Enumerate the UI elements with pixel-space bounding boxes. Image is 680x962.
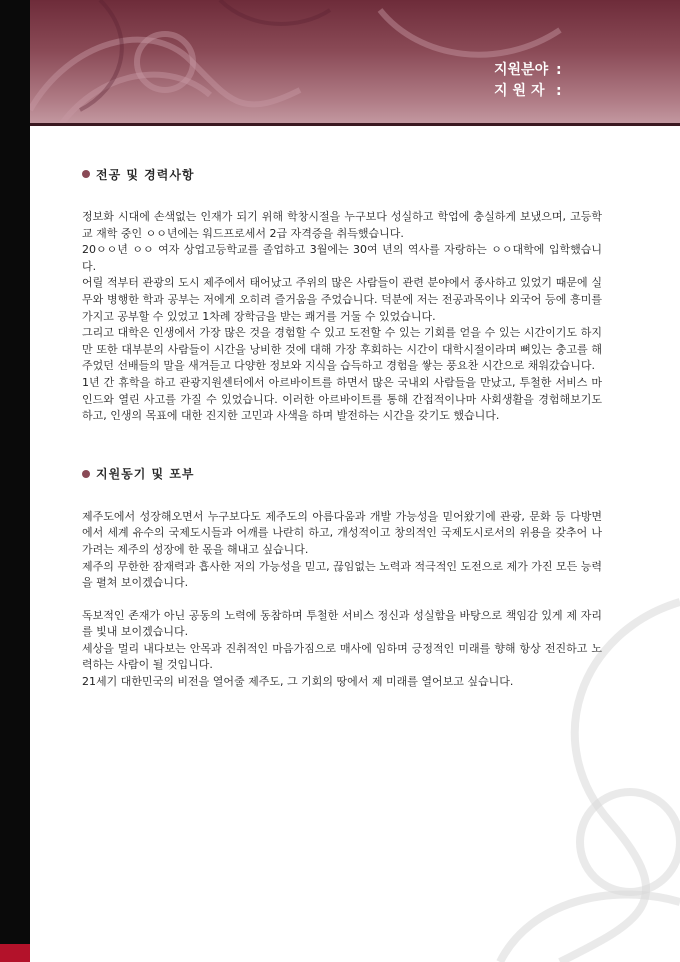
field-position <box>494 60 562 81</box>
paragraph: 제주의 무한한 잠재력과 흡사한 저의 가능성을 믿고, 끊임없는 노력과 적극적인 도전으로 제가 가진 모든 능력을 펼쳐 보이겠습니다. <box>82 559 602 590</box>
header-divider <box>0 123 680 126</box>
left-sidebar <box>0 0 30 962</box>
paragraph: 제주도에서 성장해오면서 누구보다도 제주도의 아름다움과 개발 가능성을 믿어왔기에 관광, 문화 등 다방면에서 세계 유수의 국제도시들과 어깨를 나란히 하고, 개성적이고 창의적인 국제도시로서의 위용을 갖추어 나가려는 제주의 성장에 한 몫을 해내고 싶습니다. <box>82 509 602 556</box>
field-position-label: 지원분야 <box>494 62 549 78</box>
paragraph: 그리고 대학은 인생에서 가장 많은 것을 경험할 수 있고 도전할 수 있는 기회를 얻을 수 있는 시간이기도 하지만 또한 대부분의 사람들이 시간을 낭비한 것에 대해 가장 후회하는 시간이 대학시절이라며 뼈있는 충고를 해주었던 선배들의 말을 새겨듣고 다양한 정보와 지식을 습득하고 경험을 쌓는 풍요찬 시간으로 채워갔습니다. <box>82 326 602 373</box>
section-title <box>82 165 602 183</box>
field-colon: : <box>556 62 562 78</box>
section-motivation <box>82 465 602 691</box>
section-body <box>82 209 602 425</box>
applicant-fields <box>494 60 562 102</box>
header-banner <box>0 0 680 126</box>
paragraph: 21세기 대한민국의 비전을 열어줄 제주도, 그 기회의 땅에서 제 미래를 열어보고 싶습니다. <box>82 675 514 689</box>
paragraph: 정보화 시대에 손색없는 인재가 되기 위해 학창시절을 누구보다 성실하고 학업에 충실하게 보냈으며, 고등학교 재학 중인 ㅇㅇ년에는 워드프로세서 2급 자격증을 취득했습니다. <box>82 210 602 240</box>
section-title-text: 전공 및 경력사항 <box>96 167 195 182</box>
section-title <box>82 465 602 483</box>
content-area <box>82 165 602 691</box>
field-applicant <box>494 81 562 102</box>
field-colon: : <box>556 83 562 99</box>
paragraph: 세상을 멀리 내다보는 안목과 진취적인 마음가짐으로 매사에 임하며 긍정적인 미래를 향해 항상 전진하고 노력하는 사람이 될 것입니다. <box>82 641 602 672</box>
paragraph: 어릴 적부터 관광의 도시 제주에서 태어났고 주위의 많은 사람들이 관련 분야에서 종사하고 있었기 때문에 실무와 병행한 학과 공부는 저에게 오히려 즐거움을 주었습니다. 덕분에 저는 전공과목이나 외국어 등에 흥미를 가지고 공부할 수 있었고 1차례 장학금을 받는 쾌거를 거둘 수 있었습니다. <box>82 276 602 323</box>
paragraph: 독보적인 존재가 아닌 공동의 노력에 동참하며 투철한 서비스 정신과 성실함을 바탕으로 책임감 있게 제 자리를 빛내 보이겠습니다. <box>82 608 602 639</box>
bullet-icon <box>82 170 90 178</box>
swirl-decoration <box>0 0 680 126</box>
paragraph: 20ㅇㅇ년 ㅇㅇ 여자 상업고등학교를 졸업하고 3월에는 30여 년의 역사를 자랑하는 ㅇㅇ대학에 입학했습니다. <box>82 243 602 273</box>
section-career <box>82 165 602 425</box>
sidebar-accent <box>0 944 30 962</box>
field-applicant-label: 지원자 <box>494 83 550 99</box>
section-body <box>82 509 602 691</box>
section-title-text: 지원동기 및 포부 <box>96 467 195 482</box>
bullet-icon <box>82 470 90 478</box>
paragraph: 1년 간 휴학을 하고 관광지원센터에서 아르바이트를 하면서 많은 국내외 사람들을 만났고, 투철한 서비스 마인드와 열린 사고를 가질 수 있었습니다. 이러한 아르바이트를 통해 간접적이나마 사회생활을 경험해보기도 하고, 인생의 목표에 대한 진지한 고민과 사색을 하며 발전하는 시간을 갖기도 했습니다. <box>82 375 602 423</box>
